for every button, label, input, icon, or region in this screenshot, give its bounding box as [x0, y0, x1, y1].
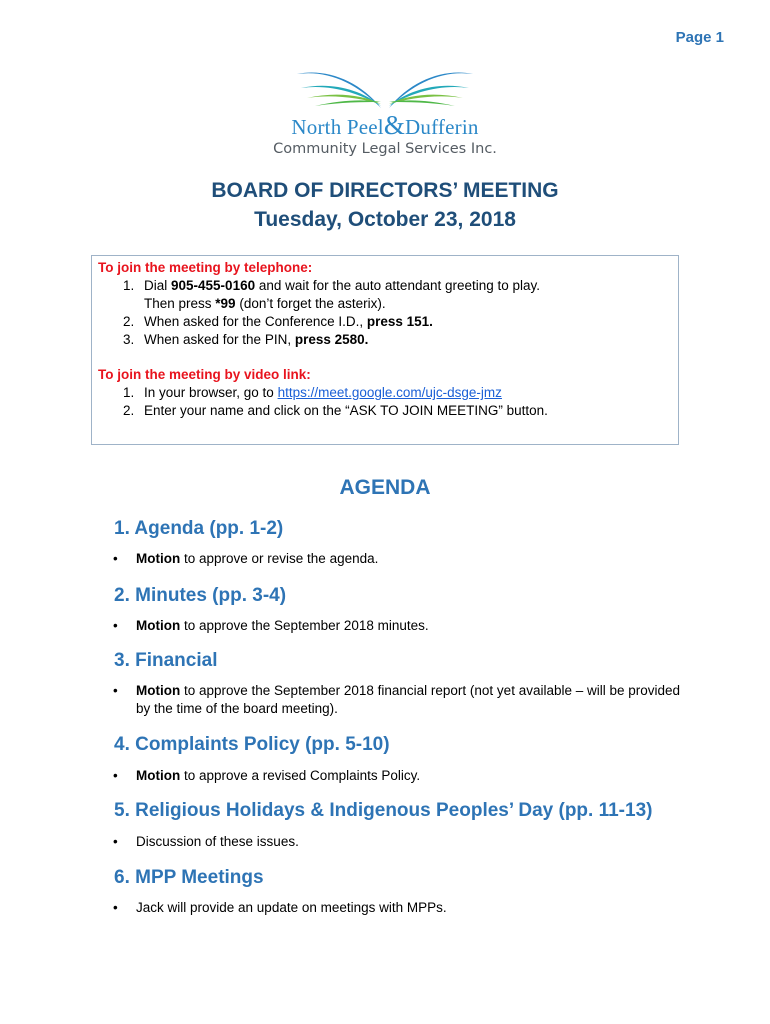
phone-step-3 — [123, 331, 368, 349]
bullet-text: to approve the September 2018 financial report (not yet available – will be provided by the time of the board meeting). — [136, 683, 681, 716]
meeting-link[interactable]: https://meet.google.com/ujc-dsge-jmz — [277, 385, 502, 400]
bullet-text: to approve or revise the agenda. — [180, 551, 379, 566]
page-label: Page 1 — [675, 29, 724, 46]
phone-step-1-continued — [123, 295, 386, 313]
org-name-part2: Dufferin — [405, 115, 479, 139]
organization-name — [0, 110, 770, 141]
list-item — [113, 550, 696, 568]
section-heading-religious-holidays: 5. Religious Holidays & Indigenous Peoples’ Day (pp. 11-13) — [114, 800, 653, 821]
bullet-icon: • — [113, 834, 118, 849]
list-item — [113, 682, 696, 718]
bullet-icon: • — [113, 768, 118, 783]
bullet-icon: • — [113, 618, 118, 633]
bullet-icon: • — [113, 551, 118, 566]
bullet-bold: Motion — [136, 551, 181, 566]
section-heading-mpp-meetings: 6. MPP Meetings — [114, 867, 264, 888]
list-item — [113, 833, 696, 851]
phone-step-1 — [123, 277, 540, 295]
phone-number: 905-455-0160 — [171, 278, 256, 293]
step-number: 2. — [123, 403, 135, 418]
step-text: (don’t forget the asterix). — [235, 296, 386, 311]
bullet-bold: Motion — [136, 768, 181, 783]
org-name-ampersand: & — [383, 110, 406, 140]
section-heading-financial: 3. Financial — [114, 650, 218, 671]
section-heading-complaints-policy: 4. Complaints Policy (pp. 5-10) — [114, 734, 390, 755]
join-instructions-box — [91, 255, 679, 445]
org-name-part1: North Peel — [291, 115, 384, 139]
bullet-text: to approve the September 2018 minutes. — [180, 618, 429, 633]
video-step-2 — [123, 402, 548, 420]
video-step-1 — [123, 384, 502, 402]
bullet-icon: • — [113, 900, 118, 915]
organization-subtitle: Community Legal Services Inc. — [273, 141, 497, 157]
step-code: press 151. — [366, 314, 433, 329]
bullet-text: Discussion of these issues. — [136, 834, 299, 849]
meeting-title-line1: BOARD OF DIRECTORS’ MEETING — [211, 179, 559, 202]
telephone-heading: To join the meeting by telephone: — [98, 260, 313, 275]
bullet-icon: • — [113, 683, 118, 698]
step-number: 1. — [123, 385, 135, 400]
step-number: 1. — [123, 278, 135, 293]
step-code: press 2580. — [294, 332, 369, 347]
meeting-date: Tuesday, October 23, 2018 — [254, 208, 516, 231]
agenda-title: AGENDA — [339, 476, 431, 499]
bullet-bold: Motion — [136, 618, 181, 633]
step-text: Enter your name and click on the “ASK TO JOIN MEETING” button. — [144, 403, 548, 418]
step-text: When asked for the PIN, — [144, 332, 295, 347]
step-number: 3. — [123, 332, 135, 347]
video-heading: To join the meeting by video link: — [98, 367, 311, 382]
list-item — [113, 899, 696, 917]
phone-step-2 — [123, 313, 433, 331]
section-heading-minutes: 2. Minutes (pp. 3-4) — [114, 585, 287, 606]
list-item — [113, 767, 696, 785]
organization-logo — [0, 60, 770, 157]
book-wings-logo-icon — [285, 60, 485, 112]
bullet-bold: Motion — [136, 683, 181, 698]
step-code: *99 — [215, 296, 236, 311]
meeting-title — [0, 176, 770, 234]
list-item — [113, 617, 696, 635]
section-heading-agenda: 1. Agenda (pp. 1-2) — [114, 518, 284, 539]
bullet-text: to approve a revised Complaints Policy. — [180, 768, 421, 783]
step-number: 2. — [123, 314, 135, 329]
bullet-text: Jack will provide an update on meetings with MPPs. — [136, 900, 447, 915]
step-text: and wait for the auto attendant greeting to play. — [255, 278, 541, 293]
step-text: In your browser, go to — [144, 385, 278, 400]
step-text: Then press — [144, 296, 216, 311]
step-text: When asked for the Conference I.D., — [144, 314, 367, 329]
step-text: Dial — [144, 278, 172, 293]
